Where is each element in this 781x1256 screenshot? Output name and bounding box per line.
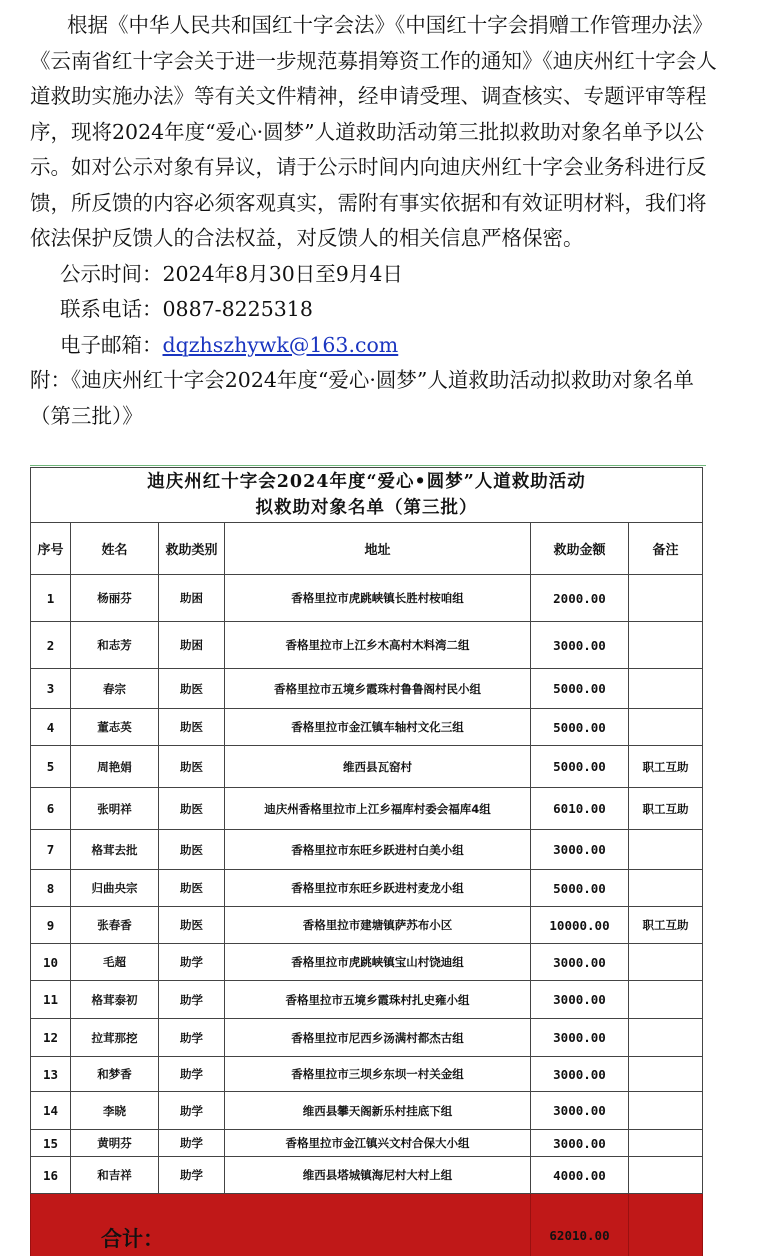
row-type: 助学 [159, 1092, 225, 1130]
row-note [629, 1019, 703, 1057]
table-row [31, 709, 703, 746]
row-type: 助困 [159, 575, 225, 622]
row-note [629, 1057, 703, 1092]
row-address: 香格里拉市建塘镇萨苏布小区 [225, 907, 531, 944]
row-no: 1 [31, 575, 71, 622]
row-note: 职工互助 [629, 788, 703, 830]
total-note [629, 1194, 703, 1256]
row-address: 香格里拉市金江镇兴文村合保大小组 [225, 1130, 531, 1157]
table-title-line2: 拟救助对象名单（第三批） [255, 498, 478, 518]
sheet-border-top [30, 465, 706, 466]
phone-label: 联系电话： [60, 297, 163, 321]
row-type: 助医 [159, 669, 225, 709]
row-no: 8 [31, 870, 71, 907]
row-amount: 4000.00 [531, 1157, 629, 1194]
table-row [31, 1057, 703, 1092]
row-type: 助学 [159, 981, 225, 1019]
row-no: 5 [31, 746, 71, 788]
row-name: 毛超 [71, 944, 159, 981]
row-amount: 5000.00 [531, 669, 629, 709]
row-amount: 5000.00 [531, 709, 629, 746]
row-name: 和吉祥 [71, 1157, 159, 1194]
table-title [31, 468, 703, 523]
aid-recipients-table [30, 467, 703, 1256]
table-header [31, 523, 703, 575]
header-note: 备注 [629, 523, 703, 575]
contact-phone [30, 292, 720, 328]
total-label: 合计： [31, 1194, 531, 1256]
publicity-period [30, 257, 720, 293]
table-row [31, 746, 703, 788]
row-amount: 5000.00 [531, 746, 629, 788]
row-name: 张春香 [71, 907, 159, 944]
row-amount: 2000.00 [531, 575, 629, 622]
row-type: 助医 [159, 830, 225, 870]
row-name: 格茸泰初 [71, 981, 159, 1019]
row-type: 助困 [159, 622, 225, 669]
row-no: 13 [31, 1057, 71, 1092]
row-address: 香格里拉市五境乡霞珠村鲁鲁阁村民小组 [225, 669, 531, 709]
row-no: 14 [31, 1092, 71, 1130]
row-type: 助学 [159, 1130, 225, 1157]
table-row [31, 1157, 703, 1194]
table-title-line1: 迪庆州红十字会2024年度“爱心•圆梦”人道救助活动 [147, 472, 586, 492]
email-link[interactable]: dqzhszhywk@163.com [162, 332, 399, 357]
row-address: 香格里拉市东旺乡跃进村麦龙小组 [225, 870, 531, 907]
row-amount: 3000.00 [531, 622, 629, 669]
row-name: 李晓 [71, 1092, 159, 1130]
row-no: 7 [31, 830, 71, 870]
table-row [31, 830, 703, 870]
total-amount: 62010.00 [531, 1194, 629, 1256]
row-type: 助学 [159, 1057, 225, 1092]
header-no: 序号 [31, 523, 71, 575]
contact-email [30, 328, 720, 364]
row-amount: 3000.00 [531, 1019, 629, 1057]
table-row [31, 622, 703, 669]
row-name: 拉茸那挖 [71, 1019, 159, 1057]
row-name: 春宗 [71, 669, 159, 709]
header-amount: 救助金额 [531, 523, 629, 575]
table-row [31, 907, 703, 944]
row-type: 助学 [159, 1157, 225, 1194]
row-name: 格茸去批 [71, 830, 159, 870]
row-note: 职工互助 [629, 907, 703, 944]
row-address: 维西县瓦窑村 [225, 746, 531, 788]
table-row [31, 788, 703, 830]
table-row [31, 669, 703, 709]
table-row [31, 575, 703, 622]
table-row [31, 1092, 703, 1130]
row-address: 香格里拉市上江乡木高村木料湾二组 [225, 622, 531, 669]
row-no: 11 [31, 981, 71, 1019]
row-type: 助医 [159, 788, 225, 830]
row-type: 助医 [159, 746, 225, 788]
row-name: 董志英 [71, 709, 159, 746]
row-no: 9 [31, 907, 71, 944]
row-amount: 3000.00 [531, 981, 629, 1019]
row-name: 杨丽芬 [71, 575, 159, 622]
row-no: 12 [31, 1019, 71, 1057]
row-name: 周艳娟 [71, 746, 159, 788]
row-note [629, 1157, 703, 1194]
row-note [629, 622, 703, 669]
row-name: 张明祥 [71, 788, 159, 830]
row-name: 和梦香 [71, 1057, 159, 1092]
row-no: 15 [31, 1130, 71, 1157]
header-type: 救助类别 [159, 523, 225, 575]
row-name: 黄明芬 [71, 1130, 159, 1157]
row-address: 香格里拉市三坝乡东坝一村关金组 [225, 1057, 531, 1092]
row-amount: 10000.00 [531, 907, 629, 944]
row-no: 2 [31, 622, 71, 669]
row-amount: 3000.00 [531, 944, 629, 981]
table-row [31, 1019, 703, 1057]
row-note [629, 575, 703, 622]
row-note [629, 981, 703, 1019]
row-no: 3 [31, 669, 71, 709]
row-address: 香格里拉市金江镇车轴村文化三组 [225, 709, 531, 746]
row-amount: 3000.00 [531, 1130, 629, 1157]
notice-text [30, 8, 720, 434]
row-address: 维西县塔城镇海尼村大村上组 [225, 1157, 531, 1194]
row-amount: 5000.00 [531, 870, 629, 907]
table-row [31, 870, 703, 907]
row-no: 16 [31, 1157, 71, 1194]
row-type: 助学 [159, 1019, 225, 1057]
row-name: 和志芳 [71, 622, 159, 669]
row-note [629, 870, 703, 907]
row-type: 助医 [159, 870, 225, 907]
header-address: 地址 [225, 523, 531, 575]
row-note [629, 830, 703, 870]
row-address: 香格里拉市虎跳峡镇宝山村饶迪组 [225, 944, 531, 981]
row-amount: 3000.00 [531, 1057, 629, 1092]
header-name: 姓名 [71, 523, 159, 575]
row-address: 香格里拉市尼西乡汤满村都杰古组 [225, 1019, 531, 1057]
row-name: 归曲央宗 [71, 870, 159, 907]
row-address: 香格里拉市东旺乡跃进村白美小组 [225, 830, 531, 870]
row-note [629, 944, 703, 981]
row-type: 助学 [159, 944, 225, 981]
row-amount: 3000.00 [531, 830, 629, 870]
period-value: 2024年8月30日至9月4日 [162, 261, 403, 286]
attachment-note: 附：《迪庆州红十字会2024年度“爱心·圆梦”人道救助活动拟救助对象名单（第三批）》 [30, 368, 694, 428]
row-address: 维西县攀天阁新乐村挂底下组 [225, 1092, 531, 1130]
row-no: 4 [31, 709, 71, 746]
table-row [31, 981, 703, 1019]
row-no: 10 [31, 944, 71, 981]
table-row [31, 944, 703, 981]
email-label: 电子邮箱： [60, 332, 163, 357]
row-address: 迪庆州香格里拉市上江乡福库村委会福库4组 [225, 788, 531, 830]
row-type: 助医 [159, 907, 225, 944]
row-note [629, 1092, 703, 1130]
row-address: 香格里拉市五境乡霞珠村扎史雍小组 [225, 981, 531, 1019]
row-amount: 3000.00 [531, 1092, 629, 1130]
phone-value: 0887-8225318 [162, 297, 313, 321]
period-label: 公示时间： [60, 261, 163, 286]
row-type: 助医 [159, 709, 225, 746]
row-note [629, 1130, 703, 1157]
row-note [629, 709, 703, 746]
table-row [31, 1130, 703, 1157]
row-address: 香格里拉市虎跳峡镇长胜村桉咱组 [225, 575, 531, 622]
row-amount: 6010.00 [531, 788, 629, 830]
total-row [31, 1194, 703, 1256]
row-note [629, 669, 703, 709]
row-note: 职工互助 [629, 746, 703, 788]
aid-list-image [30, 465, 706, 1256]
notice-paragraph: 根据《中华人民共和国红十字会法》《中国红十字会捐赠工作管理办法》《云南省红十字会关于进一步规范募捐筹资工作的通知》《迪庆州红十字会人道救助实施办法》等有关文件精神，经申请受理、调查核实、专题评审等程序，现将2024年度“爱心·圆梦”人道救助活动第三批拟救助对象名单予以公示。如对公示对象有异议，请于公示时间内向迪庆州红十字会业务科进行反馈，所反馈的内容必须客观真实，需附有事实依据和有效证明材料，我们将依法保护反馈人的合法权益，对反馈人的相关信息严格保密。 [30, 13, 717, 250]
row-no: 6 [31, 788, 71, 830]
